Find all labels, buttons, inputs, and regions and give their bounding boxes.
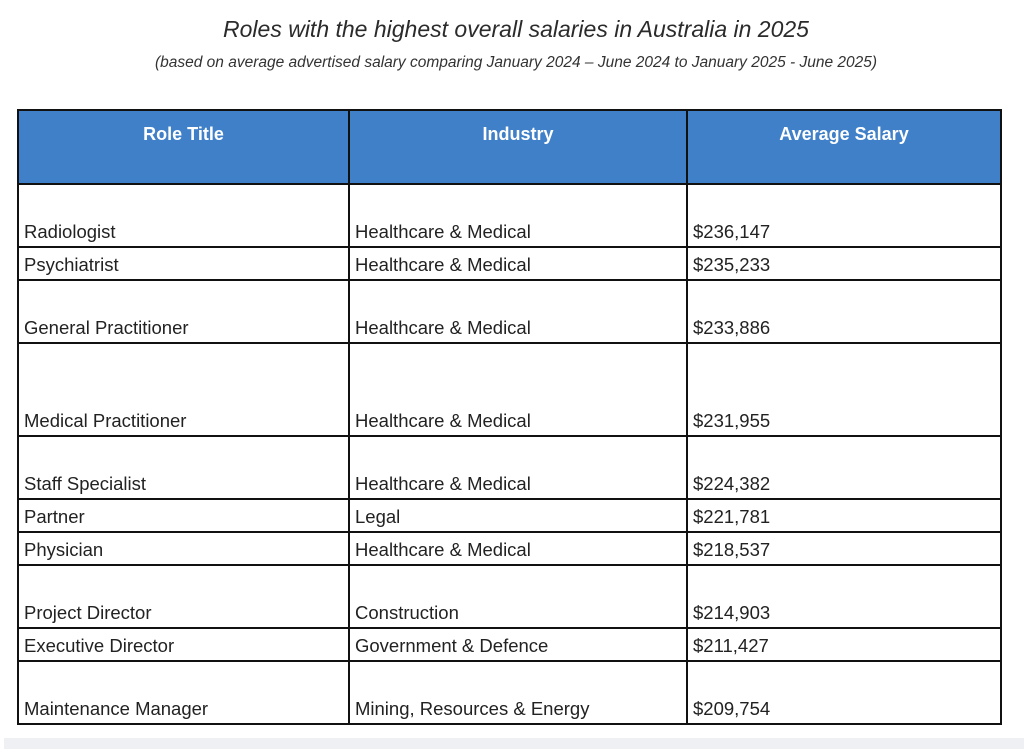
cell-average-salary: $236,147	[687, 184, 1001, 247]
table-row	[18, 247, 1001, 280]
bottom-scroll-bar	[4, 738, 1024, 749]
cell-industry: Healthcare & Medical	[349, 343, 687, 436]
salary-table-container	[17, 109, 1000, 725]
cell-average-salary: $214,903	[687, 565, 1001, 628]
header-row	[18, 110, 1001, 184]
table-row	[18, 184, 1001, 247]
cell-role-title: Physician	[18, 532, 349, 565]
cell-average-salary: $235,233	[687, 247, 1001, 280]
cell-industry: Healthcare & Medical	[349, 532, 687, 565]
table-row	[18, 565, 1001, 628]
cell-industry: Mining, Resources & Energy	[349, 661, 687, 724]
cell-industry: Government & Defence	[349, 628, 687, 661]
cell-role-title: Staff Specialist	[18, 436, 349, 499]
cell-industry: Legal	[349, 499, 687, 532]
cell-industry: Healthcare & Medical	[349, 436, 687, 499]
cell-role-title: Psychiatrist	[18, 247, 349, 280]
cell-average-salary: $211,427	[687, 628, 1001, 661]
cell-role-title: Executive Director	[18, 628, 349, 661]
cell-role-title: Maintenance Manager	[18, 661, 349, 724]
cell-industry: Construction	[349, 565, 687, 628]
cell-average-salary: $231,955	[687, 343, 1001, 436]
cell-role-title: Medical Practitioner	[18, 343, 349, 436]
cell-industry: Healthcare & Medical	[349, 247, 687, 280]
table-body	[18, 184, 1001, 724]
table-row	[18, 280, 1001, 343]
table-header	[18, 110, 1001, 184]
cell-average-salary: $221,781	[687, 499, 1001, 532]
column-header-industry: Industry	[349, 110, 687, 184]
table-row	[18, 628, 1001, 661]
cell-average-salary: $218,537	[687, 532, 1001, 565]
table-row	[18, 499, 1001, 532]
cell-average-salary: $233,886	[687, 280, 1001, 343]
salary-table	[17, 109, 1002, 725]
cell-average-salary: $209,754	[687, 661, 1001, 724]
column-header-average-salary: Average Salary	[687, 110, 1001, 184]
cell-role-title: Radiologist	[18, 184, 349, 247]
cell-average-salary: $224,382	[687, 436, 1001, 499]
column-header-role-title: Role Title	[18, 110, 349, 184]
cell-industry: Healthcare & Medical	[349, 280, 687, 343]
table-row	[18, 436, 1001, 499]
page-title: Roles with the highest overall salaries in Australia in 2025	[223, 16, 809, 42]
table-row	[18, 532, 1001, 565]
cell-role-title: Partner	[18, 499, 349, 532]
cell-industry: Healthcare & Medical	[349, 184, 687, 247]
table-row	[18, 343, 1001, 436]
cell-role-title: Project Director	[18, 565, 349, 628]
cell-role-title: General Practitioner	[18, 280, 349, 343]
page-subtitle: (based on average advertised salary comparing January 2024 – June 2024 to January 2025 - June 2025)	[154, 54, 878, 71]
table-row	[18, 661, 1001, 724]
